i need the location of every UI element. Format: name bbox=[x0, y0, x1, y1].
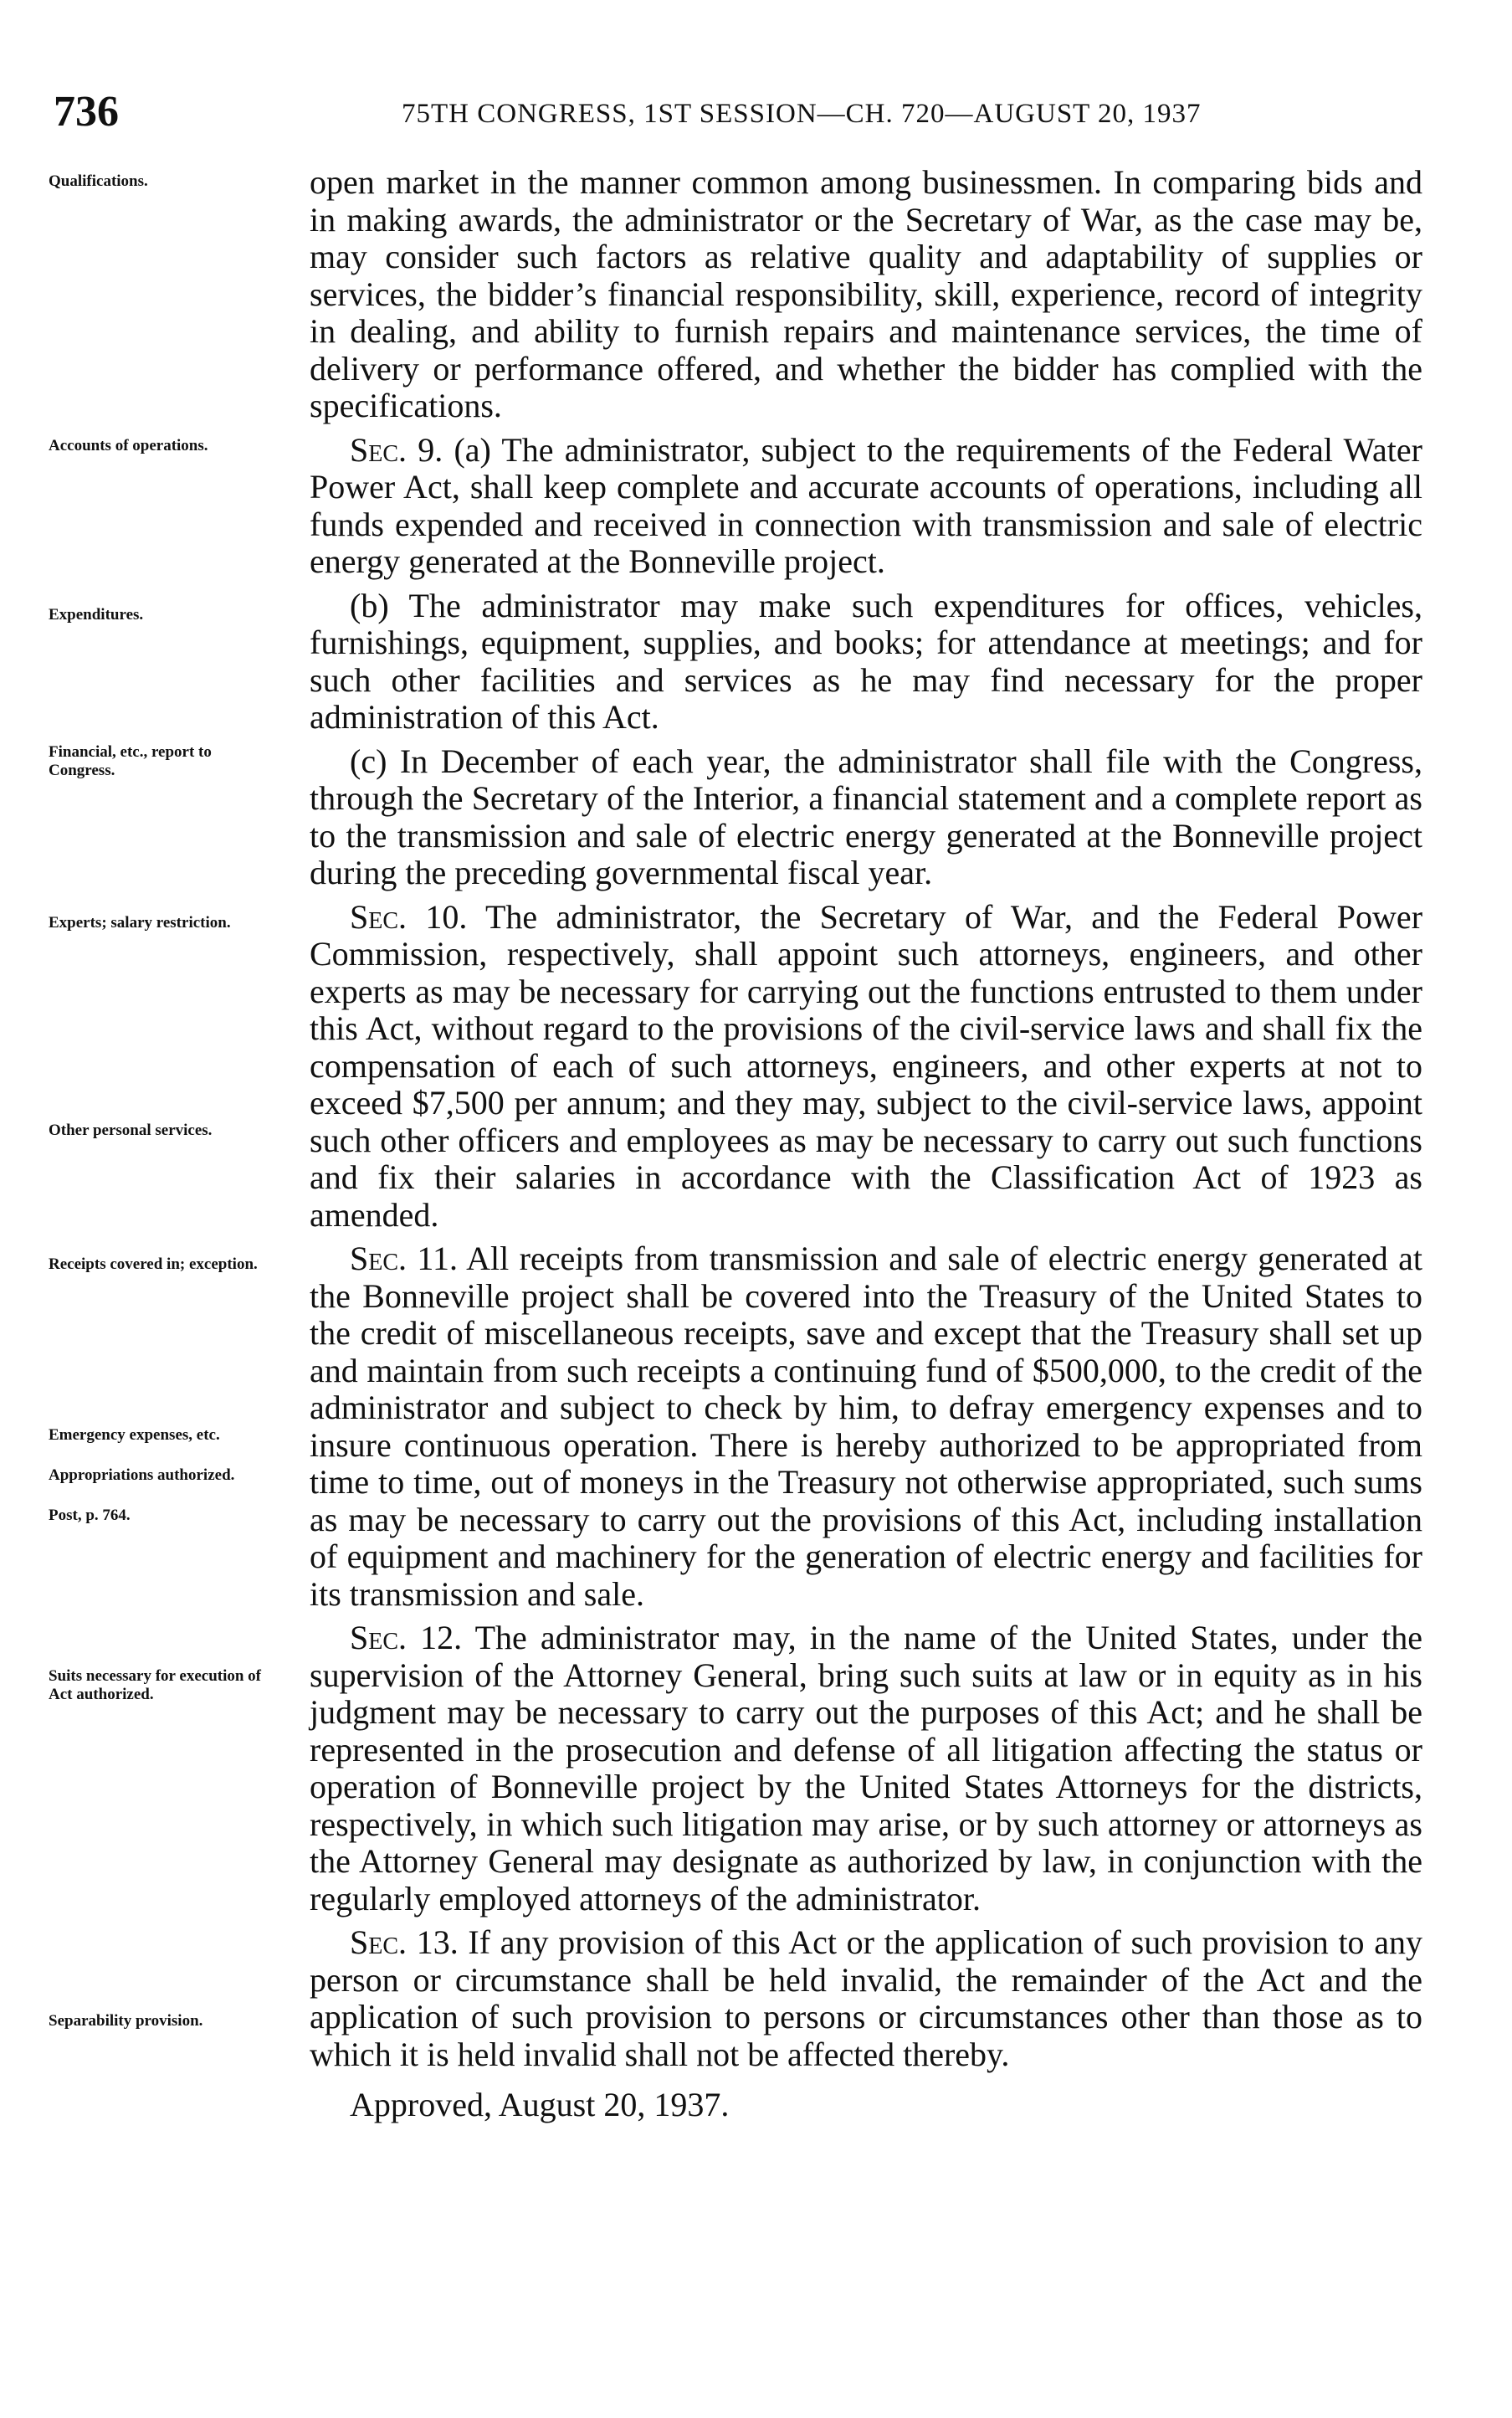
section-11-text: All receipts from transmission and sale of electric energy generated at the Bonneville project shall be covered into the Treasury of the United States to the credit of miscellaneous receipts, save and except that the Treasury shall set up and maintain from such receipts a continuing fund of $500,000, to the credit of the administrator and subject to check by him, to defray emergency expenses and to insure continuous operation. There is hereby authorized to be appropriated from time to time, out of moneys in the Treasury not otherwise appropriated, such sums as may be necessary to carry out the provisions of this Act, including installation of equipment and machinery for the generation of electric energy and facilities for its transmission and sale. bbox=[310, 1240, 1423, 1613]
section-13 bbox=[310, 1924, 1422, 2073]
section-11-label: Sec. 11. bbox=[350, 1240, 458, 1277]
margin-note-separability: Separability provision. bbox=[49, 2012, 203, 2030]
margin-note-financial-report: Financial, etc., report to Congress. bbox=[49, 743, 212, 779]
section-13-label: Sec. 13. bbox=[350, 1923, 459, 1961]
margin-note-other-services: Other personal services. bbox=[49, 1122, 213, 1139]
margin-note-expenditures: Expenditures. bbox=[49, 606, 144, 624]
section-10 bbox=[310, 899, 1422, 1235]
section-13-text: If any provision of this Act or the application of such provision to any person or circumstance shall be held invalid, the remainder of the Act and the application of such provision to persons or circumstances other than those as to which it is held invalid shall not be affected thereby. bbox=[310, 1923, 1422, 2073]
section-9a bbox=[310, 432, 1422, 581]
running-head: 75TH CONGRESS, 1ST SESSION—CH. 720—AUGUST 20, 1937 bbox=[402, 99, 1202, 129]
paragraph-open-market: open market in the manner common among businessmen. In comparing bids and in making awards, the administrator or the Secretary of War, as the case may be, may consider such factors as relative quality and adaptability of supplies or services, the bidder’s financial responsibility, skill, experience, record of integrity in dealing, and ability to furnish repairs and maintenance services, the time of delivery or performance offered, and whether the bidder has complied with the specifications. bbox=[310, 163, 1422, 424]
margin-note-receipts: Receipts covered in; exception. bbox=[49, 1255, 258, 1273]
section-9a-text: (a) The administrator, subject to the requirements of the Federal Water Power Act, shall keep complete and accurate accounts of operations, including all funds expended and received in connection with transmission and sale of electric energy generated at the Bonneville project. bbox=[310, 430, 1422, 580]
section-12-text: The administrator may, in the name of the United States, under the supervision of the Attorney General, bring such suits at law or in equity as in his judgment may be necessary to carry out the purposes of this Act; and he shall be represented in the prosecution and defense of all litigation affecting the status or operation of Bonneville project by the United States Attorneys for the districts, respectively, in which such litigation may arise, or by such attorney or attorneys as the Attorney General may designate as authorized by law, in conjunction with the regularly employed attorneys of the administrator. bbox=[310, 1619, 1422, 1917]
section-9c: (c) In December of each year, the administrator shall file with the Congress, through the Secretary of the Interior, a financial statement and a complete report as to the transmission and sale of electric energy generated at the Bonneville project during the preceding governmental fiscal year. bbox=[310, 742, 1422, 891]
section-12-label: Sec. 12. bbox=[350, 1619, 463, 1656]
section-10-label: Sec. 10. bbox=[350, 897, 468, 936]
section-9-label: Sec. 9. bbox=[350, 430, 443, 469]
margin-note-accounts: Accounts of operations. bbox=[49, 437, 208, 454]
margin-note-appropriations: Appropriations authorized. bbox=[49, 1466, 235, 1484]
section-9b: (b) The administrator may make such expenditures for offices, vehicles, furnishings, equipment, supplies, and books; for attendance at meetings; and for such other facilities and services as he may find necessary for the proper administration of this Act. bbox=[310, 586, 1422, 736]
margin-note-experts: Experts; salary restriction. bbox=[49, 914, 231, 932]
margin-note-post-reference: Post, p. 764. bbox=[49, 1507, 131, 1524]
approval-line: Approved, August 20, 1937. bbox=[350, 2086, 730, 2123]
margin-note-emergency: Emergency expenses, etc. bbox=[49, 1426, 220, 1444]
section-11 bbox=[310, 1240, 1422, 1613]
main-text-column bbox=[310, 164, 1422, 2131]
section-10-text: The administrator, the Secretary of War, and the Federal Power Commission, respectively, shall appoint such attorneys, engineers, and other experts as may be necessary for carrying out the functions entrusted to them under this Act, without regard to the provisions of the civil-service laws and shall fix the compensation of each of such attorneys, engineers, and other experts at not to exceed $7,500 per annum; and they may, subject to the civil-service laws, appoint such other officers and employees as may be necessary to carry out such functions and fix their salaries in accordance with the Classification Act of 1923 as amended. bbox=[310, 897, 1423, 1234]
section-12 bbox=[310, 1620, 1422, 1917]
margin-note-suits: Suits necessary for execution of Act authorized. bbox=[49, 1667, 262, 1703]
page-number: 736 bbox=[54, 88, 119, 136]
margin-note-qualifications: Qualifications. bbox=[49, 172, 148, 190]
